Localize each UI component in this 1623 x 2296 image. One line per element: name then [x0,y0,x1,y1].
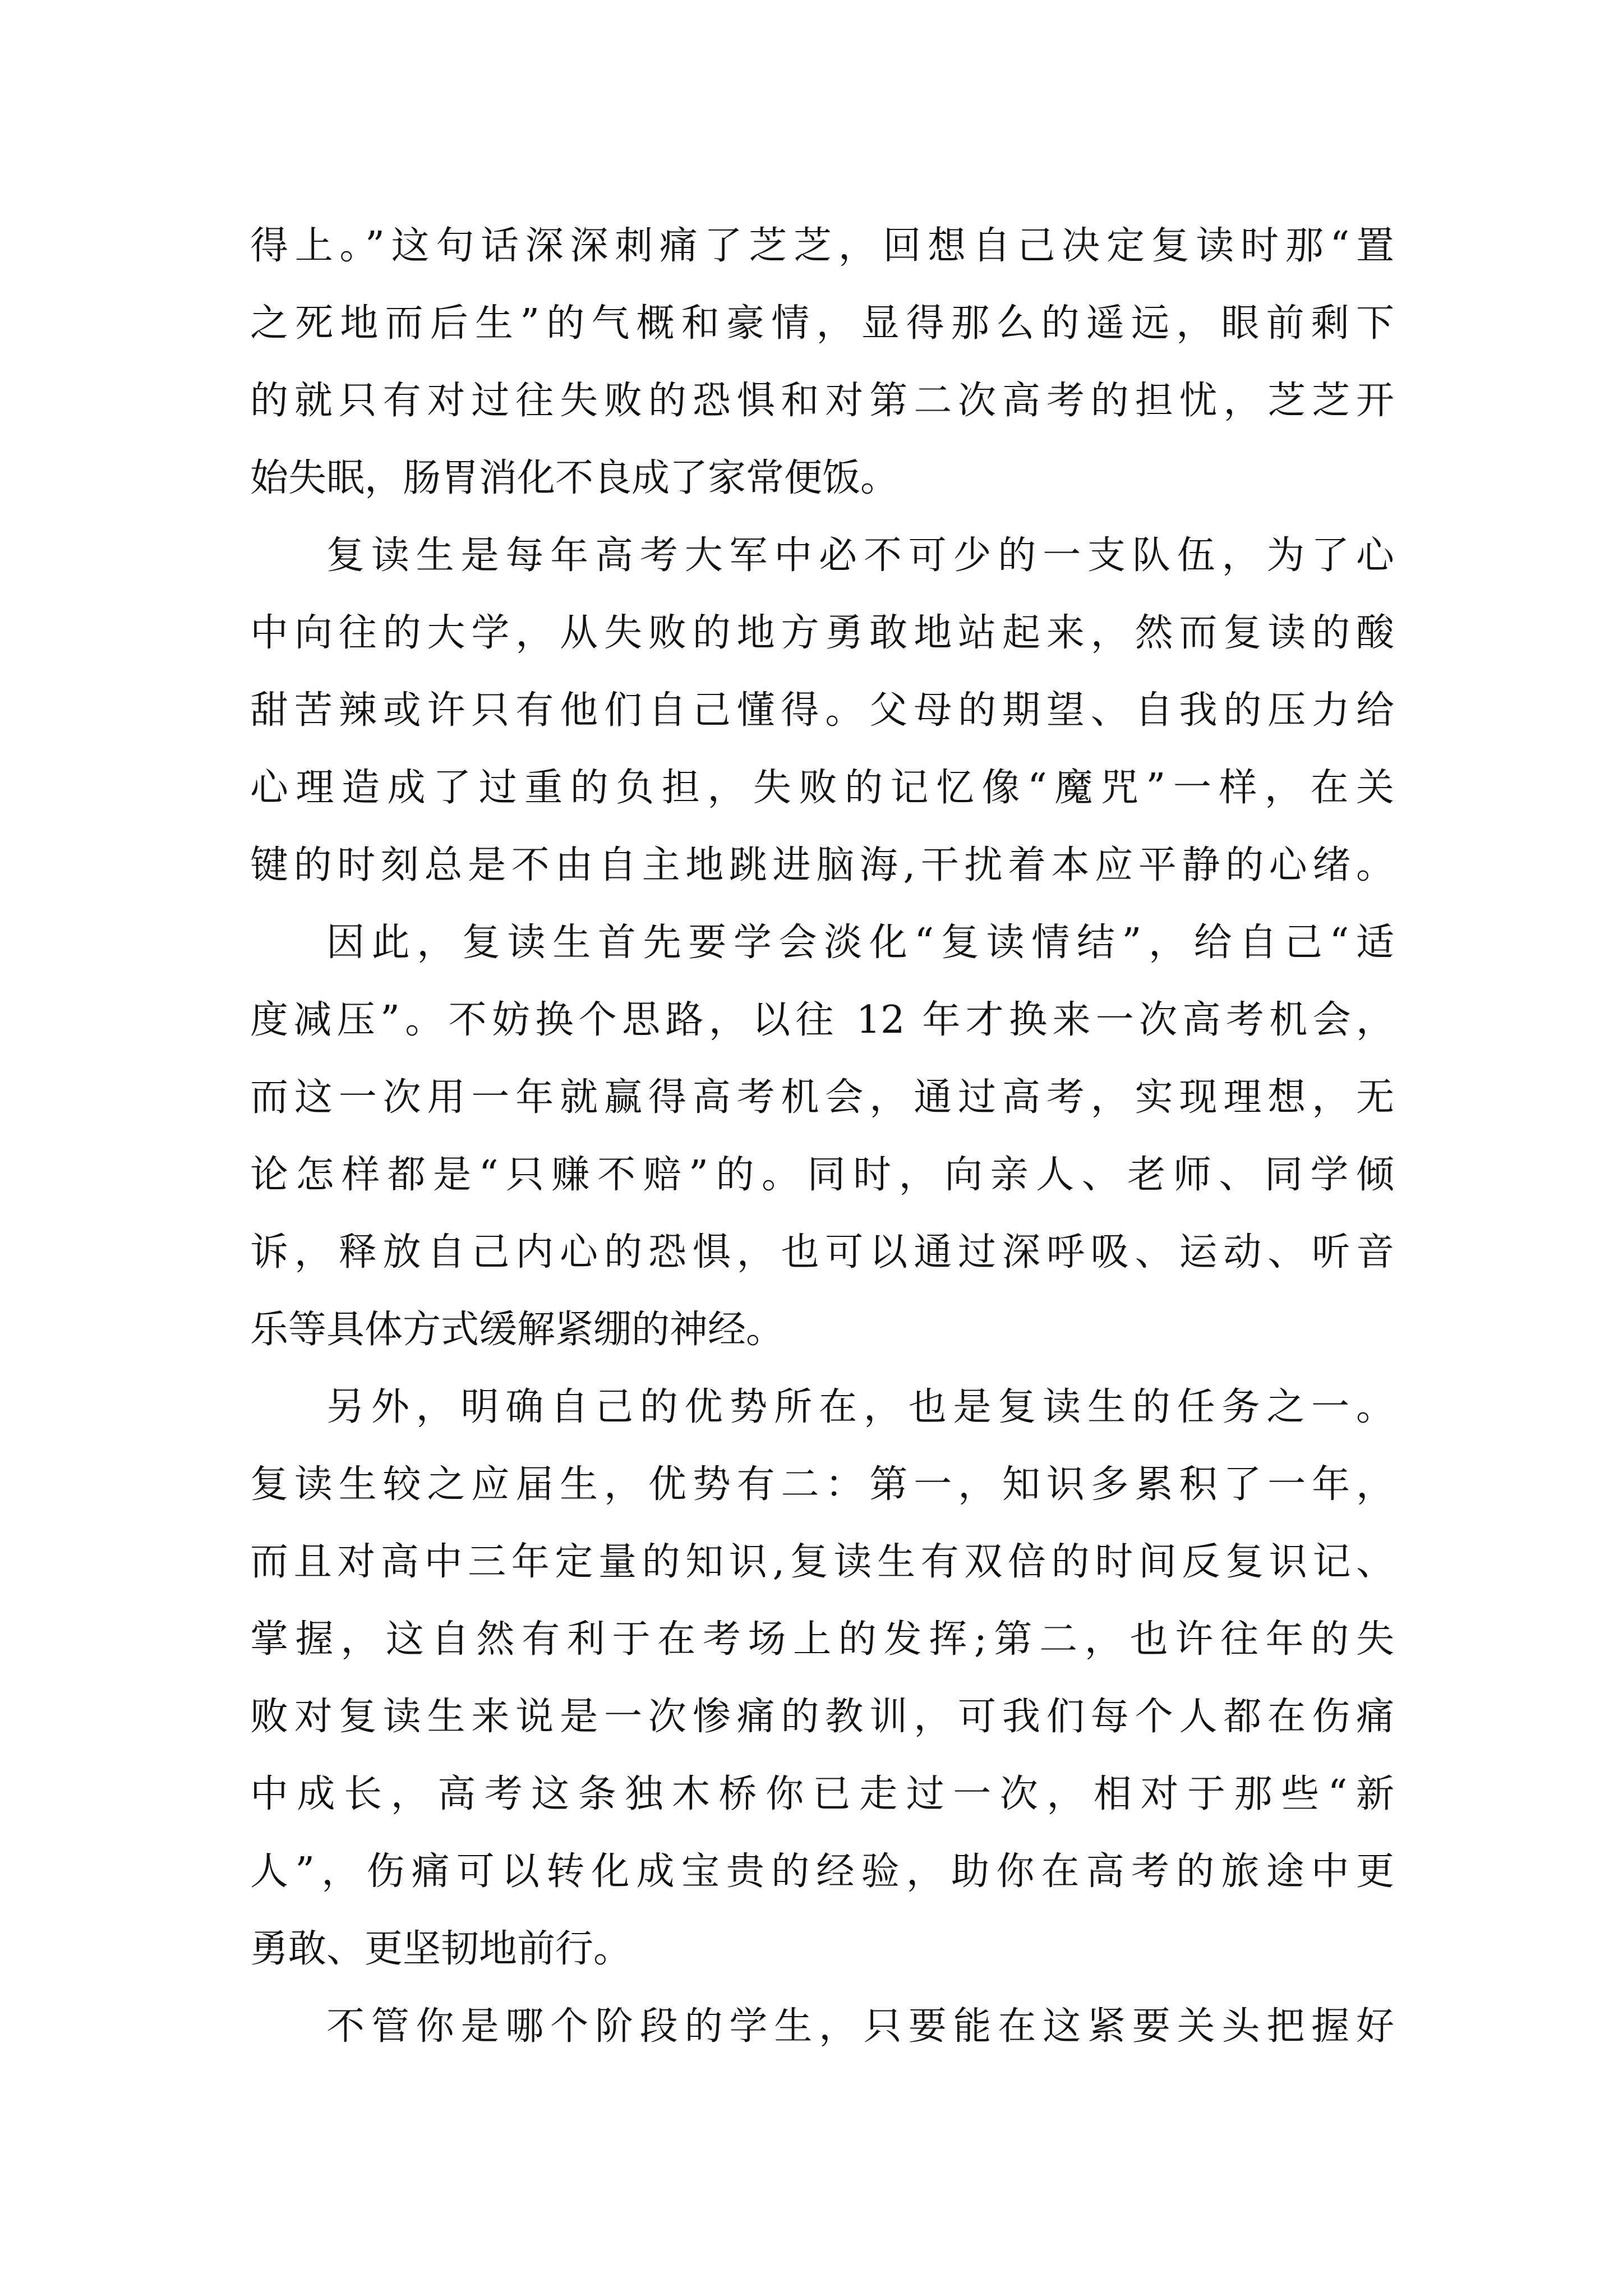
text-line: 甜苦辣或许只有他们自己懂得。父母的期望、自我的压力给 [250,688,1394,733]
text-line: 的就只有对过往失败的恐惧和对第二次高考的担忧，芝芝开 [250,379,1394,423]
text-line: 度减压”。不妨换个思路，以往 12 年才换来一次高考机会， [250,998,1394,1042]
text-line: 论怎样都是“只赚不赔”的。同时，向亲人、老师、同学倾 [250,1153,1394,1197]
text-line: 因此，复读生首先要学会淡化“复读情结”，给自己“适 [326,921,1394,965]
text-line: 复读生是每年高考大军中必不可少的一支队伍，为了心 [326,533,1394,578]
text-line: 之死地而后生”的气概和豪情，显得那么的遥远，眼前剩下 [250,301,1394,346]
text-line: 心理造成了过重的负担，失败的记忆像“魔咒”一样，在关 [250,766,1394,810]
text-line: 得上。”这句话深深刺痛了芝芝，回想自己决定复读时那“置 [250,224,1394,268]
text-line: 另外，明确自己的优势所在，也是复读生的任务之一。 [326,1385,1394,1429]
text-line: 复读生较之应届生，优势有二：第一，知识多累积了一年， [250,1462,1394,1507]
text-line: 不管你是哪个阶段的学生，只要能在这紧要关头把握好 [326,2004,1394,2049]
text-line: 诉，释放自己内心的恐惧，也可以通过深呼吸、运动、听音 [250,1230,1394,1274]
text-line: 掌握，这自然有利于在考场上的发挥;第二，也许往年的失 [250,1617,1394,1662]
text-line: 而且对高中三年定量的知识,复读生有双倍的时间反复识记、 [250,1540,1394,1584]
text-line: 而这一次用一年就赢得高考机会，通过高考，实现理想，无 [250,1075,1394,1120]
body-text [250,208,1394,2065]
text-line: 乐等具体方式缓解紧绷的神经。 [250,1308,785,1352]
text-line: 中成长，高考这条独木桥你已走过一次，相对于那些“新 [250,1772,1394,1816]
text-line: 键的时刻总是不由自主地跳进脑海,干扰着本应平静的心绪。 [250,843,1394,887]
text-line: 人”，伤痛可以转化成宝贵的经验，助你在高考的旅途中更 [250,1849,1394,1894]
text-line: 败对复读生来说是一次惨痛的教训，可我们每个人都在伤痛 [250,1695,1394,1739]
text-line: 始失眠，肠胃消化不良成了家常便饭。 [250,456,899,500]
text-line: 中向往的大学，从失败的地方勇敢地站起来，然而复读的酸 [250,611,1394,655]
text-line: 勇敢、更坚韧地前行。 [250,1927,632,1971]
